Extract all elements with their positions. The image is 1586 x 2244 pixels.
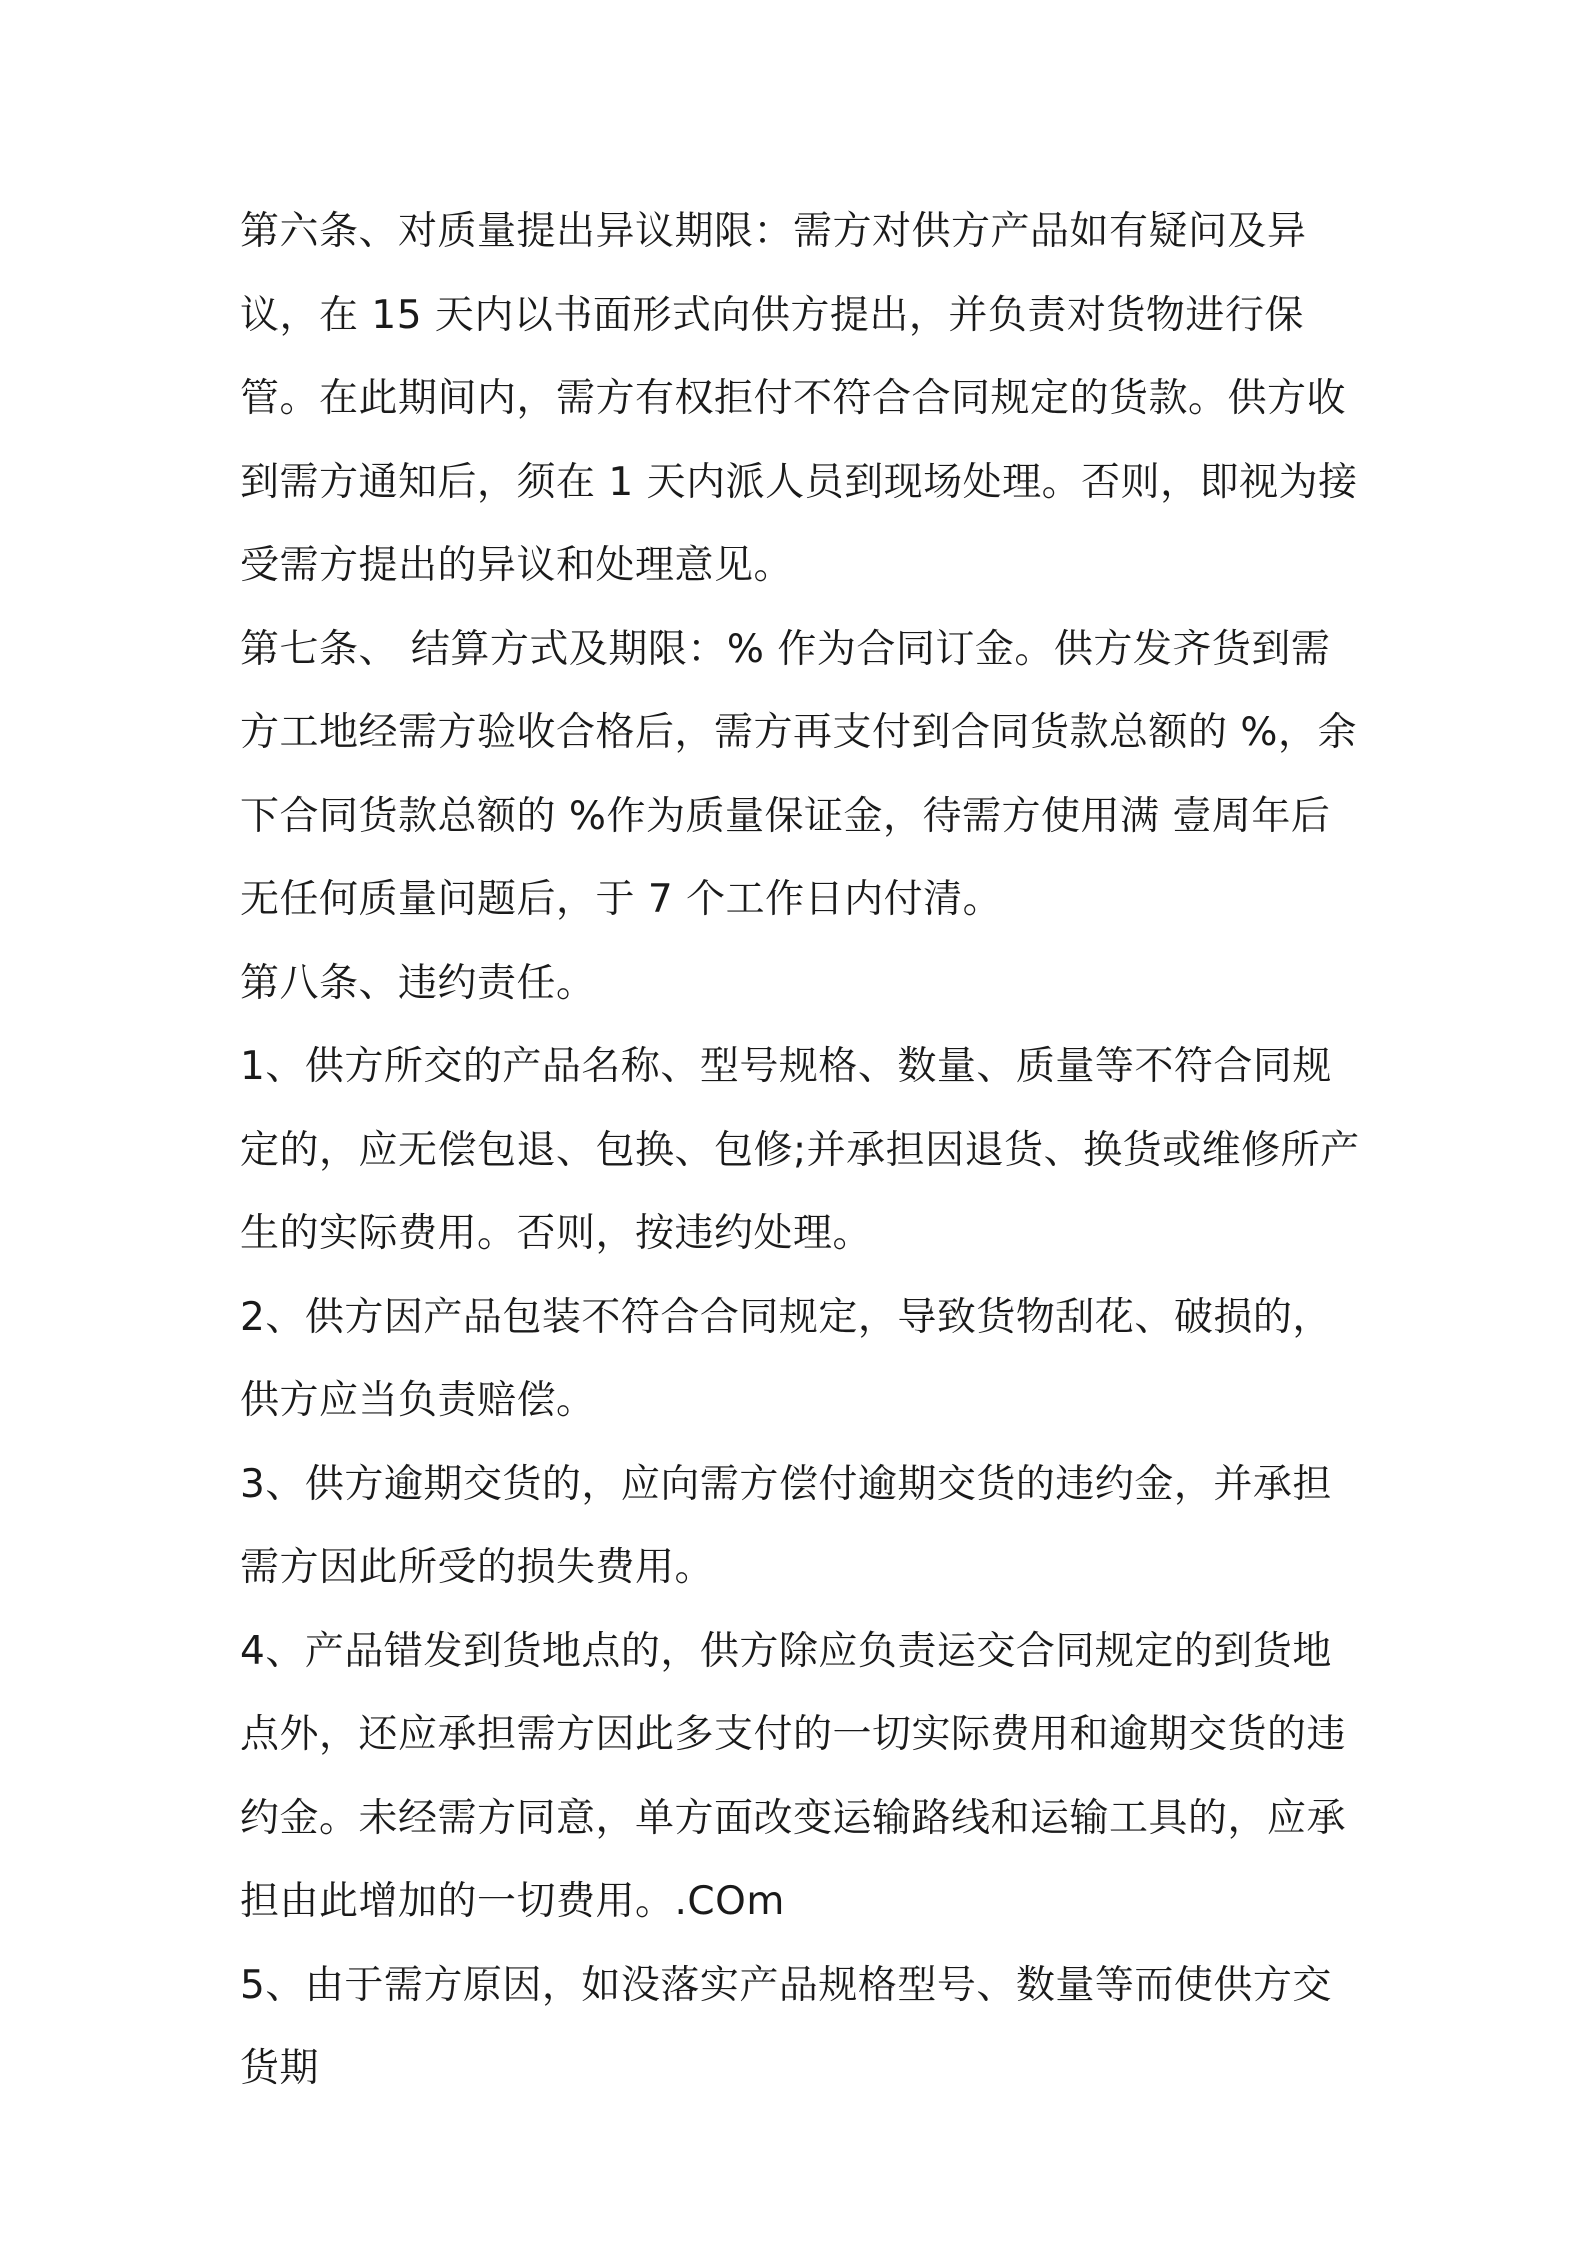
- paragraph-clause-1: 1、供方所交的产品名称、型号规格、数量、质量等不符合同规定的，应无偿包退、包换、包修;并承担因退货、换货或维修所产生的实际费用。否则，按违约处理。: [240, 1044, 1360, 1256]
- paragraph-clause-2: 2、供方因产品包装不符合合同规定，导致货物刮花、破损的，供方应当负责赔偿。: [240, 1294, 1332, 1423]
- paragraph-article-6: 第六条、对质量提出异议期限：需方对供方产品如有疑问及异议，在 15 天内以书面形式向供方提出，并负责对货物进行保管。在此期间内，需方有权拒付不符合合同规定的货款。供方收到需方通知后，须在 1 天内派人员到现场处理。否则，即视为接受需方提出的异议和处理意见。: [240, 209, 1358, 588]
- paragraph-clause-5: 5、由于需方原因，如没落实产品规格型号、数量等而使供方交货期: [240, 1962, 1332, 2091]
- document-body: [240, 190, 1360, 2111]
- paragraph-article-7: 第七条、 结算方式及期限：% 作为合同订金。供方发齐货到需方工地经需方验收合格后，需方再支付到合同货款总额的 %，余下合同货款总额的 %作为质量保证金，待需方使用满 壹周年后无任何质量问题后，于 7 个工作日内付清。: [240, 626, 1357, 922]
- paragraph-clause-3: 3、供方逾期交货的，应向需方偿付逾期交货的违约金，并承担需方因此所受的损失费用。: [240, 1461, 1332, 1590]
- paragraph-clause-4: 4、产品错发到货地点的，供方除应负责运交合同规定的到货地点外，还应承担需方因此多支付的一切实际费用和逾期交货的违约金。未经需方同意，单方面改变运输路线和运输工具的，应承担由此增加的一切费用。.COm: [240, 1628, 1347, 1924]
- paragraph-article-8-heading: 第八条、违约责任。: [240, 960, 596, 1006]
